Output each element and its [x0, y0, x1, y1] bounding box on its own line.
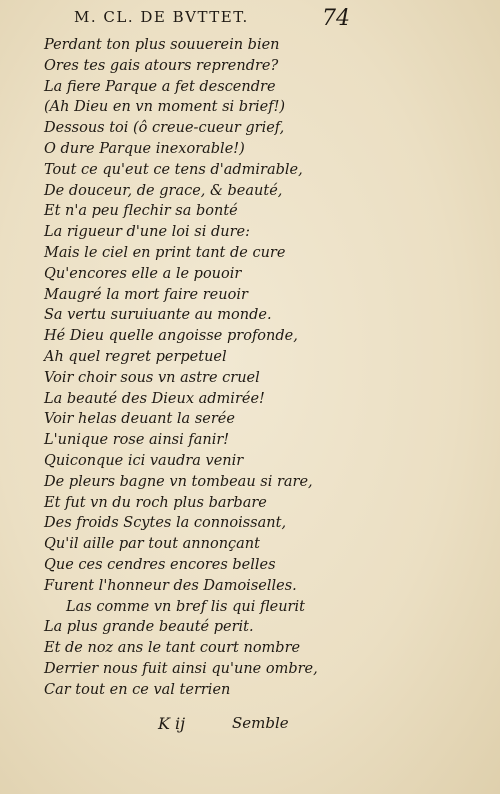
- verse-line: De douceur, de grace, & beauté,: [44, 182, 283, 199]
- verse-line: Car tout en ce val terrien: [44, 681, 231, 698]
- verse-line: La rigueur d'une loi si dure:: [44, 224, 250, 241]
- poem-verses: [44, 35, 344, 701]
- verse-line: Maugré la mort faire reuoir: [44, 286, 248, 303]
- verse-line: Ores tes gais atours reprendre?: [44, 57, 279, 74]
- verse-line: La fiere Parque a fet descendre: [44, 78, 276, 95]
- verse-line: De pleurs bagne vn tombeau si rare,: [44, 473, 313, 490]
- verse-line: La plus grande beauté perit.: [44, 619, 254, 636]
- verse-line: O dure Parque inexorable!): [44, 140, 245, 157]
- verse-line: Quiconque ici vaudra venir: [44, 452, 244, 469]
- verse-line: Hé Dieu quelle angoisse profonde,: [44, 328, 298, 345]
- verse-line: Voir helas deuant la serée: [44, 411, 235, 428]
- catchword: Semble: [232, 714, 289, 732]
- verse-line: Dessous toi (ô creue-cueur grief,: [44, 120, 285, 137]
- verse-line: Que ces cendres encores belles: [44, 556, 276, 573]
- verse-line: Las comme vn bref lis qui fleurit: [66, 598, 305, 615]
- verse-line: Ah quel regret perpetuel: [44, 348, 227, 365]
- verse-line: Tout ce qu'eut ce tens d'admirable,: [44, 161, 303, 178]
- verse-line: (Ah Dieu en vn moment si brief!): [44, 99, 286, 116]
- verse-line: Et fut vn du roch plus barbare: [44, 494, 267, 511]
- verse-line: Derrier nous fuit ainsi qu'une ombre,: [44, 660, 318, 677]
- verse-line: L'unique rose ainsi fanir!: [44, 432, 230, 449]
- verse-line: Sa vertu suruiuante au monde.: [44, 307, 272, 324]
- verse-line: Et n'a peu flechir sa bonté: [44, 203, 238, 220]
- verse-line: Et de noz ans le tant court nombre: [44, 640, 301, 657]
- verse-line: Mais le ciel en print tant de cure: [44, 244, 286, 261]
- page-number: 74: [322, 6, 350, 31]
- verse-line: Perdant ton plus souuerein bien: [44, 37, 280, 53]
- signature-mark: K ij: [158, 714, 186, 733]
- running-title: M. CL. DE BVTTET.: [74, 8, 249, 26]
- verse-line: Voir choir sous vn astre cruel: [44, 369, 260, 386]
- verse-line: Qu'il aille par tout annonçant: [44, 536, 260, 553]
- verse-line: La beauté des Dieux admirée!: [44, 390, 265, 407]
- verse-line: Furent l'honneur des Damoiselles.: [44, 577, 297, 594]
- verse-line: Qu'encores elle a le pouoir: [44, 265, 242, 282]
- verse-line: Des froids Scytes la connoissant,: [44, 515, 287, 532]
